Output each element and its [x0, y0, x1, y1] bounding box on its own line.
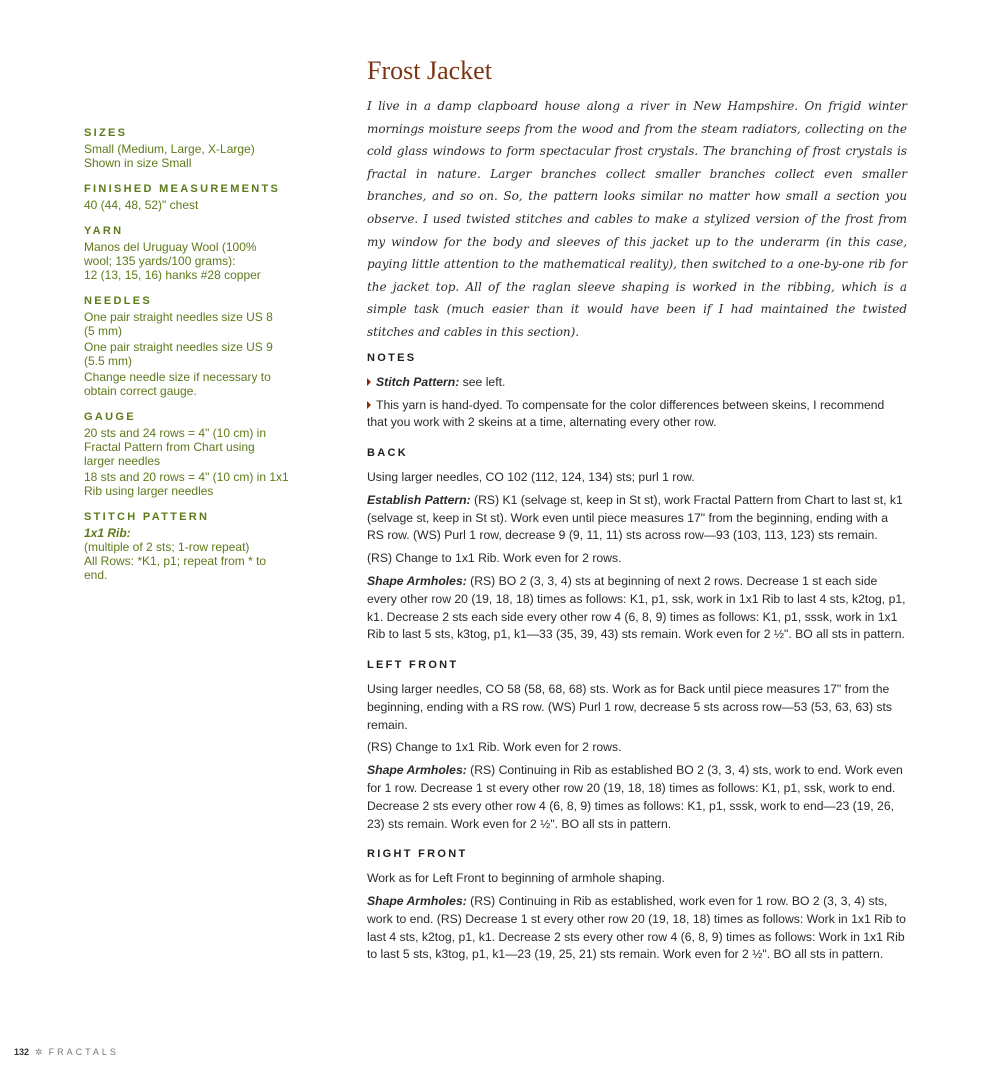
step-text: (RS) Continuing in Rib as established, work even for 1 row. BO 2 (3, 3, 4) sts, work to end. (RS) Decrease 1 st every other row 20 (19, 18, 18) times as follows: Work in 1x1 Rib to last 4 sts, k2tog, p1, k1. Decrease 2 sts every other row 4 (6, 8, 9) times as follows: Work in 1x1 Rib to last 5 sts, k3tog, p1, k1—23 (19, 25, 21) sts remain. Work even for 2 ½". BO all sts in pattern.	[367, 893, 906, 962]
step-label: Shape Armholes:	[367, 763, 467, 778]
step-label: Shape Armholes:	[367, 573, 467, 588]
page-number: 132	[14, 1047, 30, 1057]
notes-section	[367, 350, 907, 432]
left-front-heading: LEFT FRONT	[367, 659, 459, 672]
needles-line: (5.5 mm)	[84, 354, 132, 368]
left-front-paragraph	[367, 762, 907, 833]
stitch-line: (multiple of 2 sts; 1-row repeat)	[84, 540, 250, 554]
back-heading: BACK	[367, 447, 408, 460]
step-text: (RS) Continuing in Rib as established BO 2 (3, 3, 4) sts, work to end. Work even for 1 row. Decrease 1 st every other row 20 (19, 18, 18) times as follows: K1, p1, ssk, work to end. Decrease 2 sts every other row 4 (6, 8, 9) times as follows: K1, p1, sssk, work to end—23 (19, 26, 23) sts remain. Work even for 2 ½". BO all sts in pattern.	[367, 763, 903, 831]
back-paragraph: Using larger needles, CO 102 (112, 124, 134) sts; purl 1 row.	[367, 469, 695, 484]
measurements-line: 40 (44, 48, 52)" chest	[84, 198, 199, 212]
yarn-section	[84, 224, 310, 282]
needles-heading: NEEDLES	[84, 295, 153, 307]
stitch-line: All Rows: *K1, p1; repeat from * to	[84, 554, 267, 568]
needles-line: obtain correct gauge.	[84, 384, 197, 398]
sizes-heading: SIZES	[84, 127, 128, 139]
needles-line: Change needle size if necessary to	[84, 370, 271, 384]
intro-paragraph: I live in a damp clapboard house along a river in New Hampshire. On frigid winter mornings moisture seeps from the wood and from the steam radiators, collecting on the cold glass windows to form spectacular frost crystals. The branching of frost crystals is fractal in nature. Larger branches collect smaller branches collect even smaller branches, and so on. So, the pattern looks similar no matter how small a section you observe. I used twisted stitches and cables to make a stylized version of the frost from my window for the body and sleeves of this jacket up to the underarm (in this case, paying little attention to the mathematical reality), then switched to a one-by-one rib for the jacket top. All of the raglan sleeve shaping is worked in the ribbing, which is a simple task (much easier than it would have been if I had maintained the twisted stitches and cables in this section).	[367, 99, 907, 339]
stitch-pattern-heading: STITCH PATTERN	[84, 511, 210, 523]
notes-heading: NOTES	[367, 352, 417, 364]
gauge-line: 20 sts and 24 rows = 4" (10 cm) in	[84, 426, 267, 440]
stitch-pattern-section	[84, 510, 310, 582]
stitch-subheading: 1x1 Rib:	[84, 526, 131, 540]
note-label: Stitch Pattern:	[376, 374, 460, 389]
gauge-section	[84, 410, 310, 498]
yarn-line: 12 (13, 15, 16) hanks #28 copper	[84, 268, 261, 282]
stitch-line: end.	[84, 568, 108, 582]
yarn-line: Manos del Uruguay Wool (100%	[84, 240, 257, 254]
sizes-line: Shown in size Small	[84, 156, 192, 170]
right-front-paragraph: Work as for Left Front to beginning of armhole shaping.	[367, 871, 665, 886]
step-label: Establish Pattern:	[367, 492, 471, 507]
back-paragraph: (RS) Change to 1x1 Rib. Work even for 2 rows.	[367, 551, 622, 566]
right-front-heading: RIGHT FRONT	[367, 848, 468, 861]
note-item	[367, 374, 907, 392]
gauge-line: 18 sts and 20 rows = 4" (10 cm) in 1x1	[84, 470, 289, 484]
specs-sidebar	[84, 126, 310, 594]
yarn-line: wool; 135 yards/100 grams):	[84, 254, 236, 268]
page-title: Frost Jacket	[367, 56, 492, 85]
left-front-section	[367, 657, 907, 833]
note-item	[367, 397, 907, 433]
measurements-section	[84, 182, 310, 212]
gauge-line: Fractal Pattern from Chart using	[84, 440, 255, 454]
step-text: (RS) K1 (selvage st, keep in St st), work Fractal Pattern from Chart to last st, k1 (selvage st, keep in St st). Work even until piece measures 17" from the beginning, ending with a RS row. (WS) Purl 1 row, decrease 9 (9, 11, 11) sts across row—93 (103, 113, 123) sts remain.	[367, 492, 903, 543]
needles-line: One pair straight needles size US 8	[84, 310, 273, 324]
note-text: see left.	[459, 374, 506, 389]
right-front-paragraph	[367, 893, 907, 964]
left-front-paragraph: (RS) Change to 1x1 Rib. Work even for 2 rows.	[367, 740, 622, 755]
section-title: FRACTALS	[48, 1047, 119, 1057]
back-paragraph	[367, 492, 907, 545]
page-footer	[14, 1047, 119, 1058]
sizes-section	[84, 126, 310, 170]
needles-section	[84, 294, 310, 398]
measurements-heading: FINISHED MEASUREMENTS	[84, 183, 281, 195]
bullet-icon	[367, 378, 371, 386]
left-front-paragraph: Using larger needles, CO 58 (58, 68, 68) sts. Work as for Back until piece measures 17" from the beginning, ending with a RS row. (WS) Purl 1 row, decrease 5 sts across row—53 (53, 63, 63) sts remain.	[367, 681, 892, 732]
note-text: This yarn is hand-dyed. To compensate for the color differences between skeins, I recommend that you work with 2 skeins at a time, alternating every other row.	[367, 397, 885, 430]
back-paragraph	[367, 573, 907, 644]
gauge-line: Rib using larger needles	[84, 484, 214, 498]
star-icon: ✲	[35, 1047, 43, 1057]
gauge-line: larger needles	[84, 454, 161, 468]
yarn-heading: YARN	[84, 225, 124, 237]
gauge-heading: GAUGE	[84, 411, 136, 423]
needles-line: (5 mm)	[84, 324, 122, 338]
bullet-icon	[367, 401, 371, 409]
needles-line: One pair straight needles size US 9	[84, 340, 273, 354]
step-label: Shape Armholes:	[367, 893, 467, 908]
step-text: (RS) BO 2 (3, 3, 4) sts at beginning of next 2 rows. Decrease 1 st each side every other row 20 (19, 18, 18) times as follows: K1, p1, ssk, work in 1x1 Rib to last 4 sts, k2tog, p1, k1. Decrease 2 sts each side every other row 4 (6, 8, 9) times as follows: K1, p1, sssk, work in 1x1 Rib to last 5 sts, k3tog, p1, k1—33 (35, 39, 43) sts remain. Work even for 2 ½". BO all sts in pattern.	[367, 573, 906, 642]
sizes-line: Small (Medium, Large, X-Large)	[84, 142, 255, 156]
instructions	[367, 350, 907, 977]
back-section	[367, 445, 907, 644]
right-front-section	[367, 846, 907, 964]
